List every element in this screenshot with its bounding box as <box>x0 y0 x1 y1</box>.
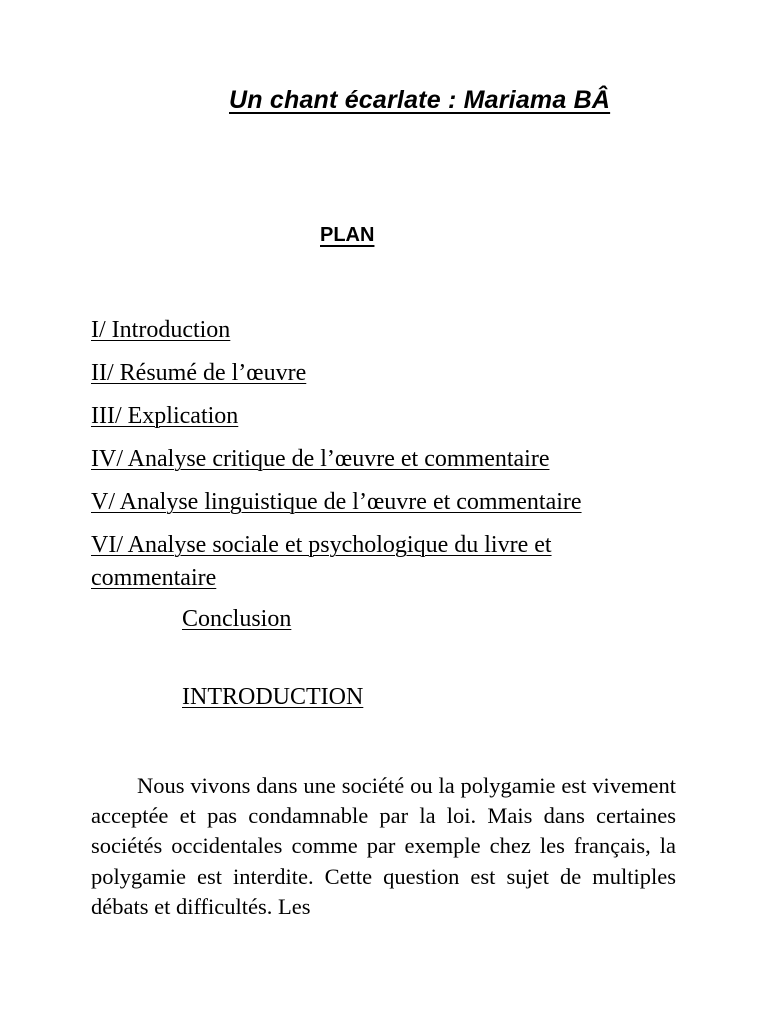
toc-item-resume: II/ Résumé de l’œuvre <box>91 360 307 386</box>
toc-item-introduction: I/ Introduction <box>91 317 231 343</box>
document-title: Un chant écarlate : Mariama BÂ <box>229 86 611 114</box>
toc-item-analyse-linguistique: V/ Analyse linguistique de l’œuvre et commentaire <box>91 489 582 515</box>
toc-item-explication: III/ Explication <box>91 403 239 429</box>
introduction-paragraph: Nous vivons dans une société ou la polygamie est vivement acceptée et pas condamnable par la loi. Mais dans certaines sociétés occidentales comme par exemple chez les français, la polygamie est interdite. Cette question est sujet de multiples débats et difficultés. Les <box>91 773 676 919</box>
toc-item-analyse-critique: IV/ Analyse critique de l’œuvre et commentaire <box>91 446 550 472</box>
plan-heading: PLAN <box>320 224 375 246</box>
table-of-contents <box>91 309 691 641</box>
toc-item-conclusion: Conclusion <box>182 606 292 632</box>
toc-item-analyse-sociale: VI/ Analyse sociale et psychologique du livre et commentaire <box>91 532 552 591</box>
introduction-heading: INTRODUCTION <box>182 684 364 710</box>
